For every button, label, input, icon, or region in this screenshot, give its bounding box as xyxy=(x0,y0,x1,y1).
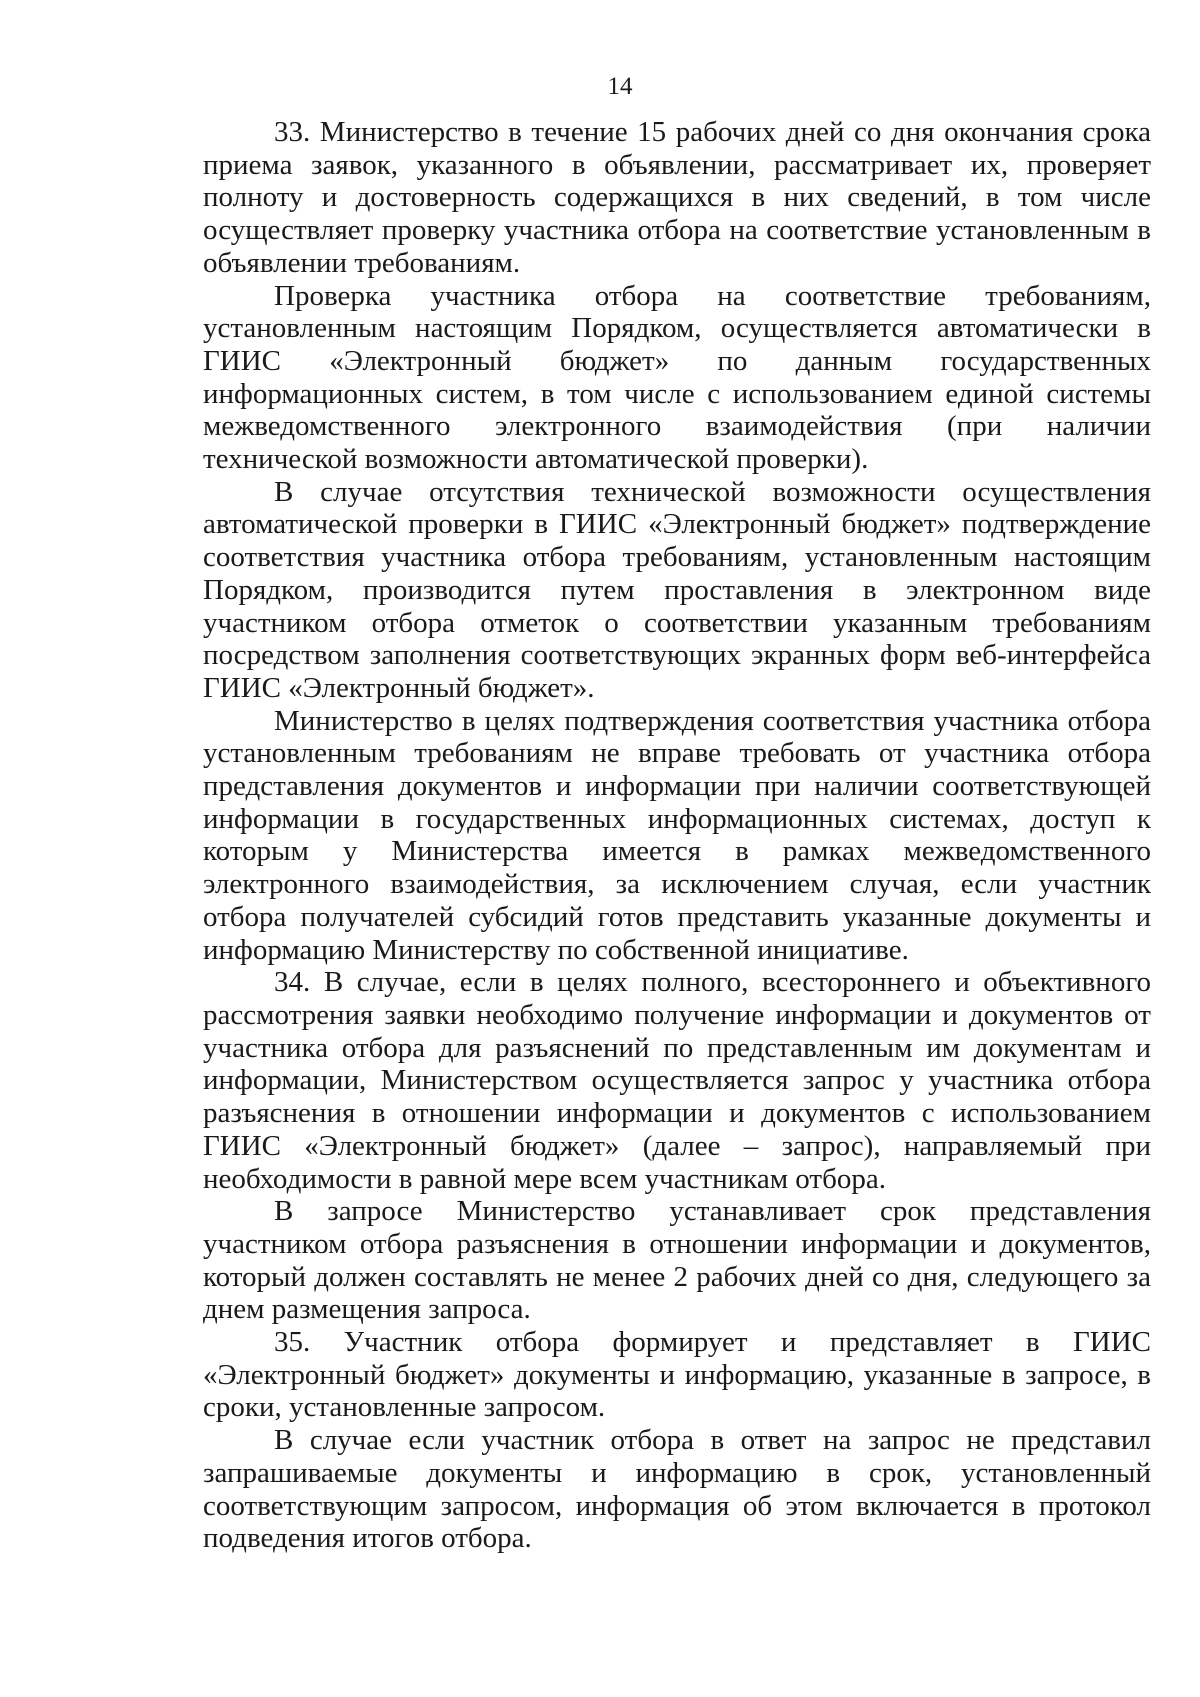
document-body xyxy=(203,116,1151,1555)
paragraph-35: 35. Участник отбора формирует и представляет в ГИИС «Электронный бюджет» документы и информацию, указанные в запросе, в сроки, установленные запросом. xyxy=(203,1326,1151,1424)
page-number: 14 xyxy=(607,73,633,100)
paragraph-non-submission: В случае если участник отбора в ответ на запрос не представил запрашиваемые документы и информацию в срок, установленный соответствующим запросом, информация об этом включается в протокол подведения итогов отбора. xyxy=(203,1424,1151,1555)
paragraph-request-deadline: В запросе Министерство устанавливает срок представления участником отбора разъяснения в отношении информации и документов, который должен составлять не менее 2 рабочих дней со дня, следующего за днем размещения запроса. xyxy=(203,1195,1151,1326)
paragraph-34: 34. В случае, если в целях полного, всестороннего и объективного рассмотрения заявки необходимо получение информации и документов от участника отбора для разъяснений по представленным им документам и информации, Министерством осуществляется запрос у участника отбора разъяснения в отношении информации и документов с использованием ГИИС «Электронный бюджет» (далее – запрос), направляемый при необходимости в равной мере всем участникам отбора. xyxy=(203,966,1151,1195)
paragraph-33: 33. Министерство в течение 15 рабочих дней со дня окончания срока приема заявок, указанного в объявлении, рассматривает их, проверяет полноту и достоверность содержащихся в них сведений, в том числе осуществляет проверку участника отбора на соответствие установленным в объявлении требованиям. xyxy=(203,116,1151,279)
paragraph-manual-confirmation: В случае отсутствия технической возможности осуществления автоматической проверки в ГИИС «Электронный бюджет» подтверждение соответствия участника отбора требованиям, установленным настоящим Порядком, производится путем проставления в электронном виде участником отбора отметок о соответствии указанным требованиям посредством заполнения соответствующих экранных форм веб-интерфейса ГИИС «Электронный бюджет». xyxy=(203,475,1151,704)
paragraph-ministry-restriction: Министерство в целях подтверждения соответствия участника отбора установленным требованиям не вправе требовать от участника отбора представления документов и информации при наличии соответствующей информации в государственных информационных системах, доступ к которым у Министерства имеется в рамках межведомственного электронного взаимодействия, за исключением случая, если участник отбора получателей субсидий готов представить указанные документы и информацию Министерству по собственной инициативе. xyxy=(203,704,1151,966)
paragraph-automatic-check: Проверка участника отбора на соответствие требованиям, установленным настоящим Порядком, осуществляется автоматически в ГИИС «Электронный бюджет» по данным государственных информационных систем, в том числе с использованием единой системы межведомственного электронного взаимодействия (при наличии технической возможности автоматической проверки). xyxy=(203,279,1151,476)
